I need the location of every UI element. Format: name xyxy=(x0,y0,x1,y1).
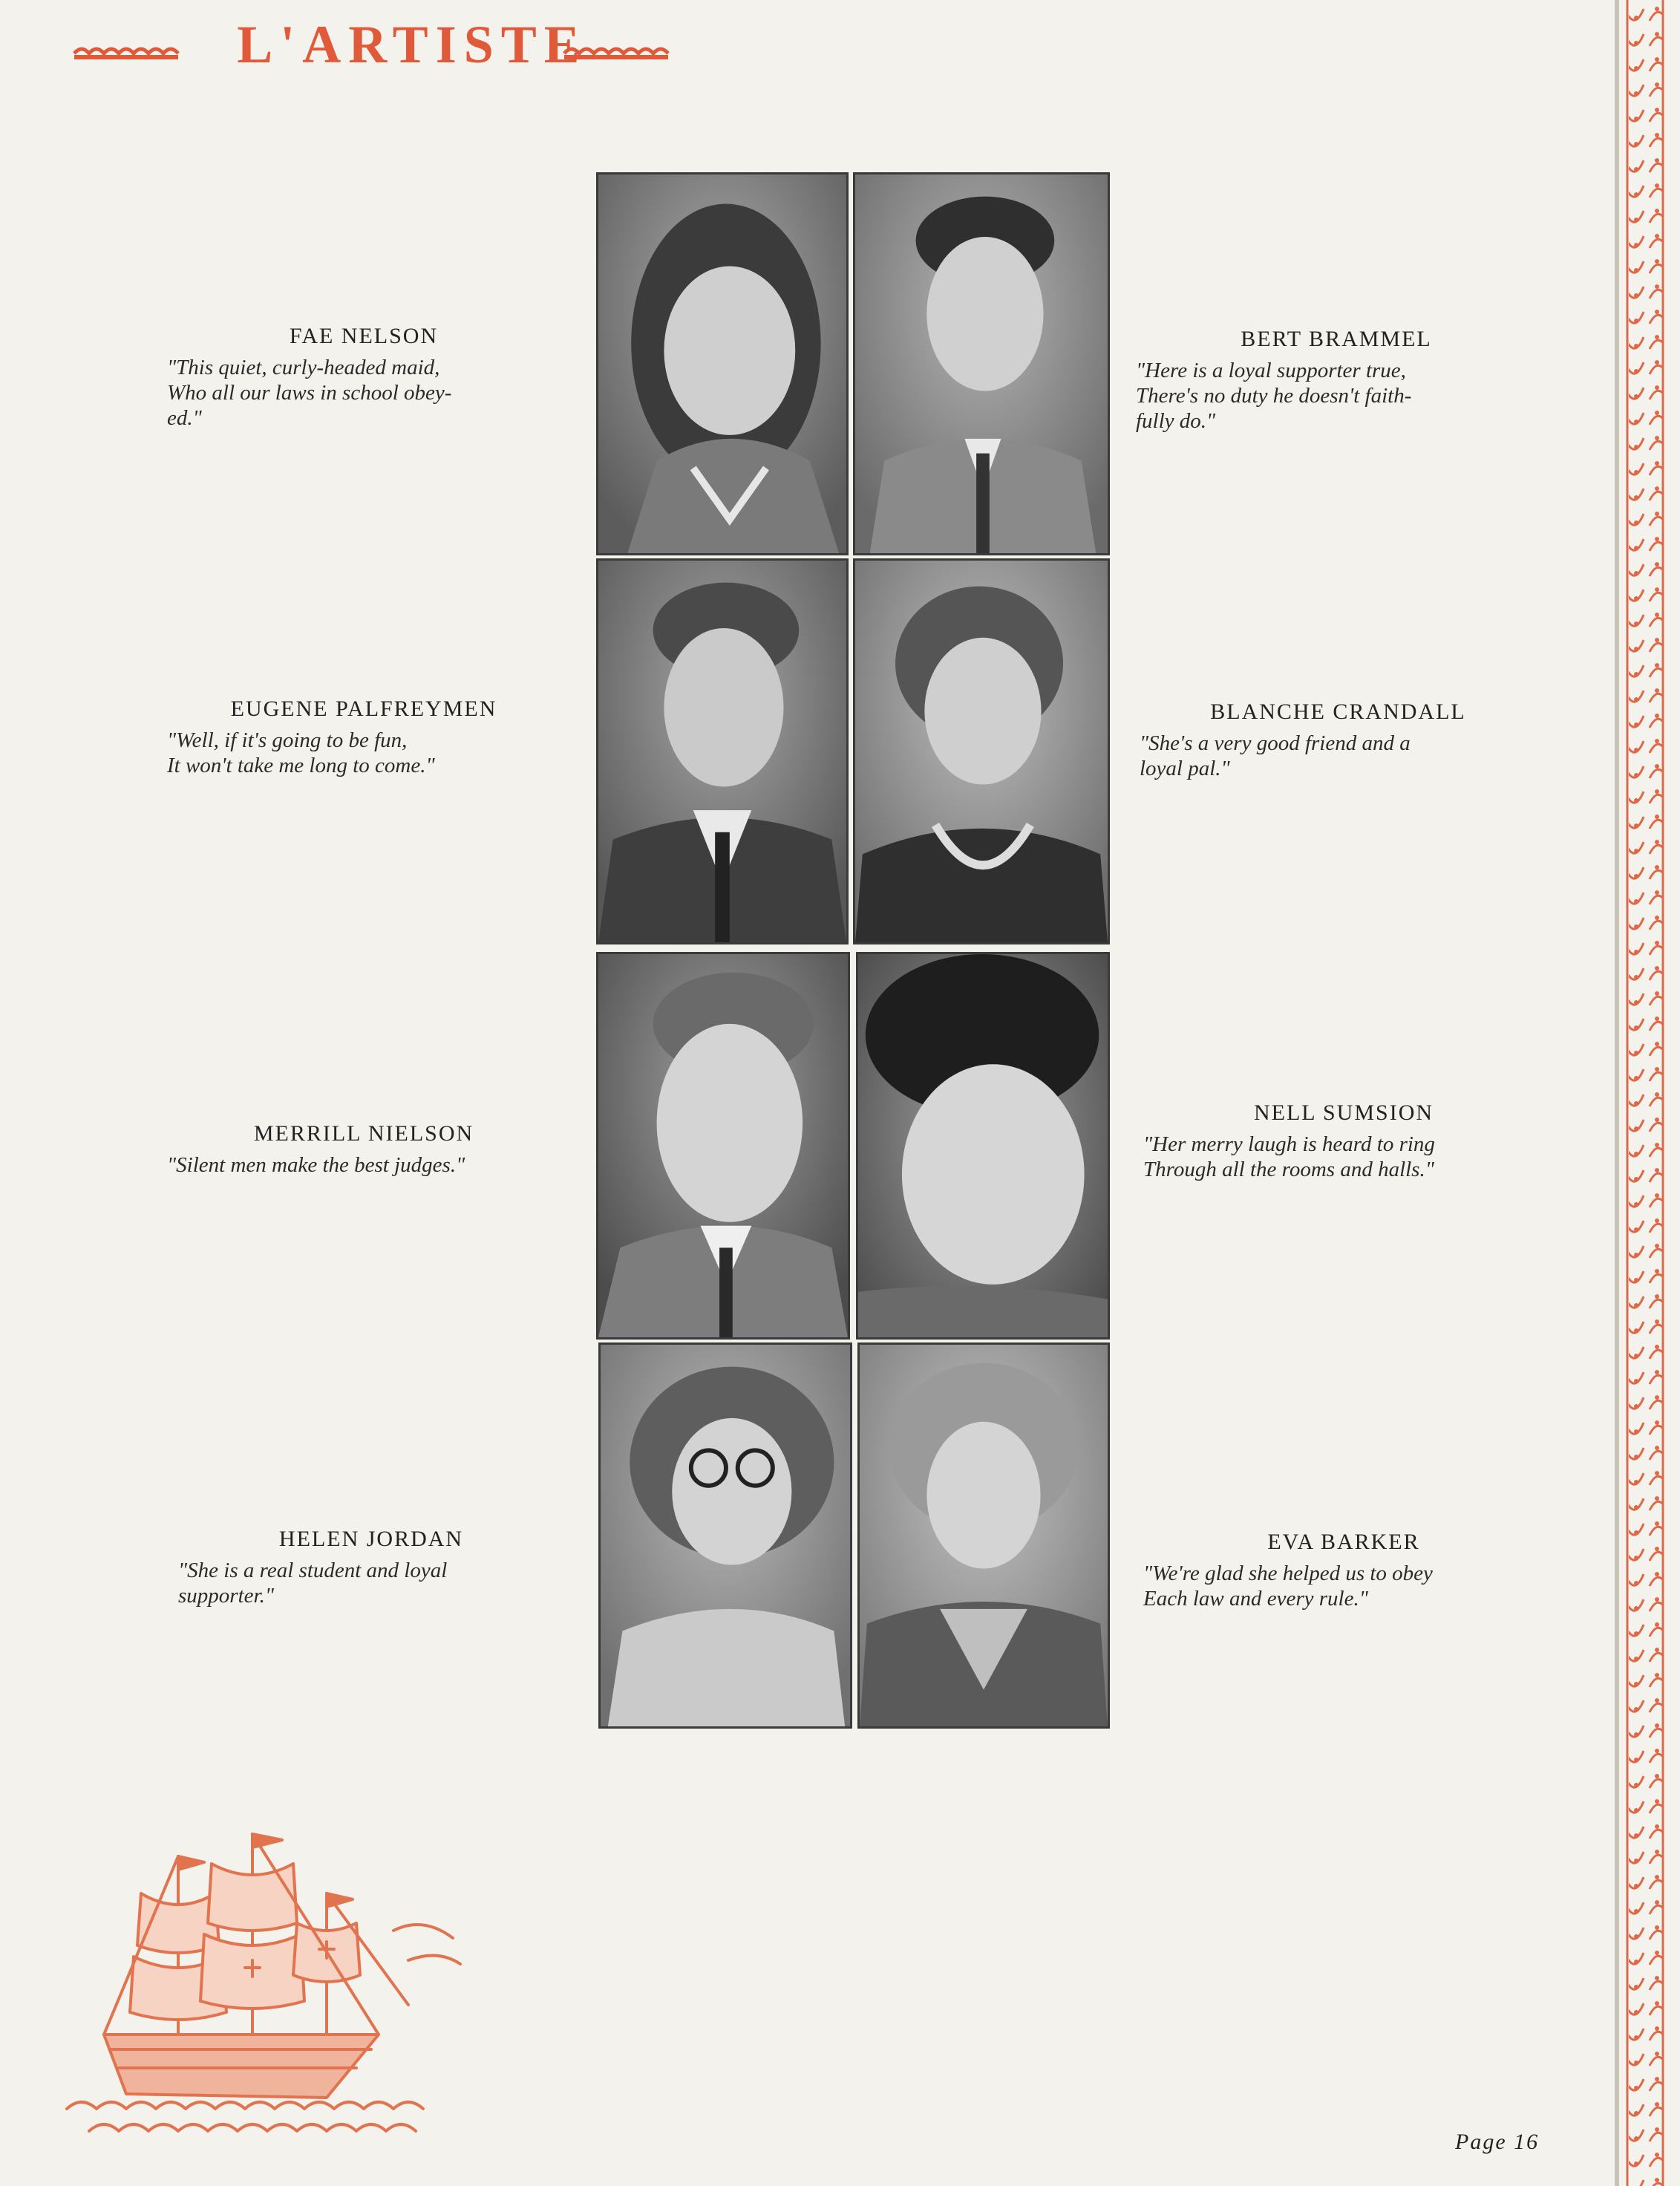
decorative-side-border xyxy=(1611,0,1680,2186)
caption-eva-barker xyxy=(1143,1530,1544,1611)
caption-helen-jordan xyxy=(178,1527,564,1608)
caption-merrill-nielson xyxy=(167,1121,560,1178)
portrait-photo-merrill-nielson xyxy=(596,952,850,1340)
student-name: BLANCHE CRANDALL xyxy=(1210,699,1466,724)
caption-nell-sumsion xyxy=(1143,1100,1544,1182)
student-quote: "Silent men make the best judges." xyxy=(167,1153,465,1177)
student-quote: "She is a real student and loyal supporter." xyxy=(178,1559,448,1608)
caption-eugene-palfreymen xyxy=(167,696,560,778)
sailing-ship-icon xyxy=(59,1812,505,2153)
student-quote: "She's a very good friend and a loyal pal." xyxy=(1140,731,1411,780)
student-name: EVA BARKER xyxy=(1267,1530,1420,1554)
caption-bert-brammel xyxy=(1136,327,1537,434)
student-quote: "Here is a loyal supporter true, There's no duty he doesn't faith- fully do." xyxy=(1136,359,1412,433)
page-title: L'ARTISTE xyxy=(237,15,587,74)
portrait-photo-eugene-palfreymen xyxy=(596,558,849,944)
portrait-photo-helen-jordan xyxy=(598,1342,852,1729)
student-name: NELL SUMSION xyxy=(1253,1100,1434,1125)
portrait-photo-eva-barker xyxy=(857,1342,1110,1729)
student-quote: "Her merry laugh is heard to ring Through all the rooms and halls." xyxy=(1143,1132,1435,1181)
page-number: Page 16 xyxy=(1455,2130,1540,2154)
student-name: FAE NELSON xyxy=(289,324,439,348)
portrait-photo-fae-nelson xyxy=(596,172,849,555)
portrait-photo-bert-brammel xyxy=(853,172,1110,555)
student-name: MERRILL NIELSON xyxy=(253,1121,474,1146)
student-name: HELEN JORDAN xyxy=(278,1527,464,1551)
caption-fae-nelson xyxy=(167,324,560,431)
student-quote: "We're glad she helped us to obey Each law and every rule." xyxy=(1143,1562,1433,1611)
student-name: EUGENE PALFREYMEN xyxy=(230,696,497,721)
caption-blanche-crandall xyxy=(1140,699,1537,781)
student-quote: "This quiet, curly-headed maid, Who all our laws in school obey- ed." xyxy=(167,356,452,430)
portrait-photo-blanche-crandall xyxy=(853,558,1110,944)
page-header xyxy=(71,10,687,74)
portrait-photo-nell-sumsion xyxy=(856,952,1110,1340)
student-quote: "Well, if it's going to be fun, It won't take me long to come." xyxy=(167,728,435,777)
student-name: BERT BRAMMEL xyxy=(1241,327,1432,351)
